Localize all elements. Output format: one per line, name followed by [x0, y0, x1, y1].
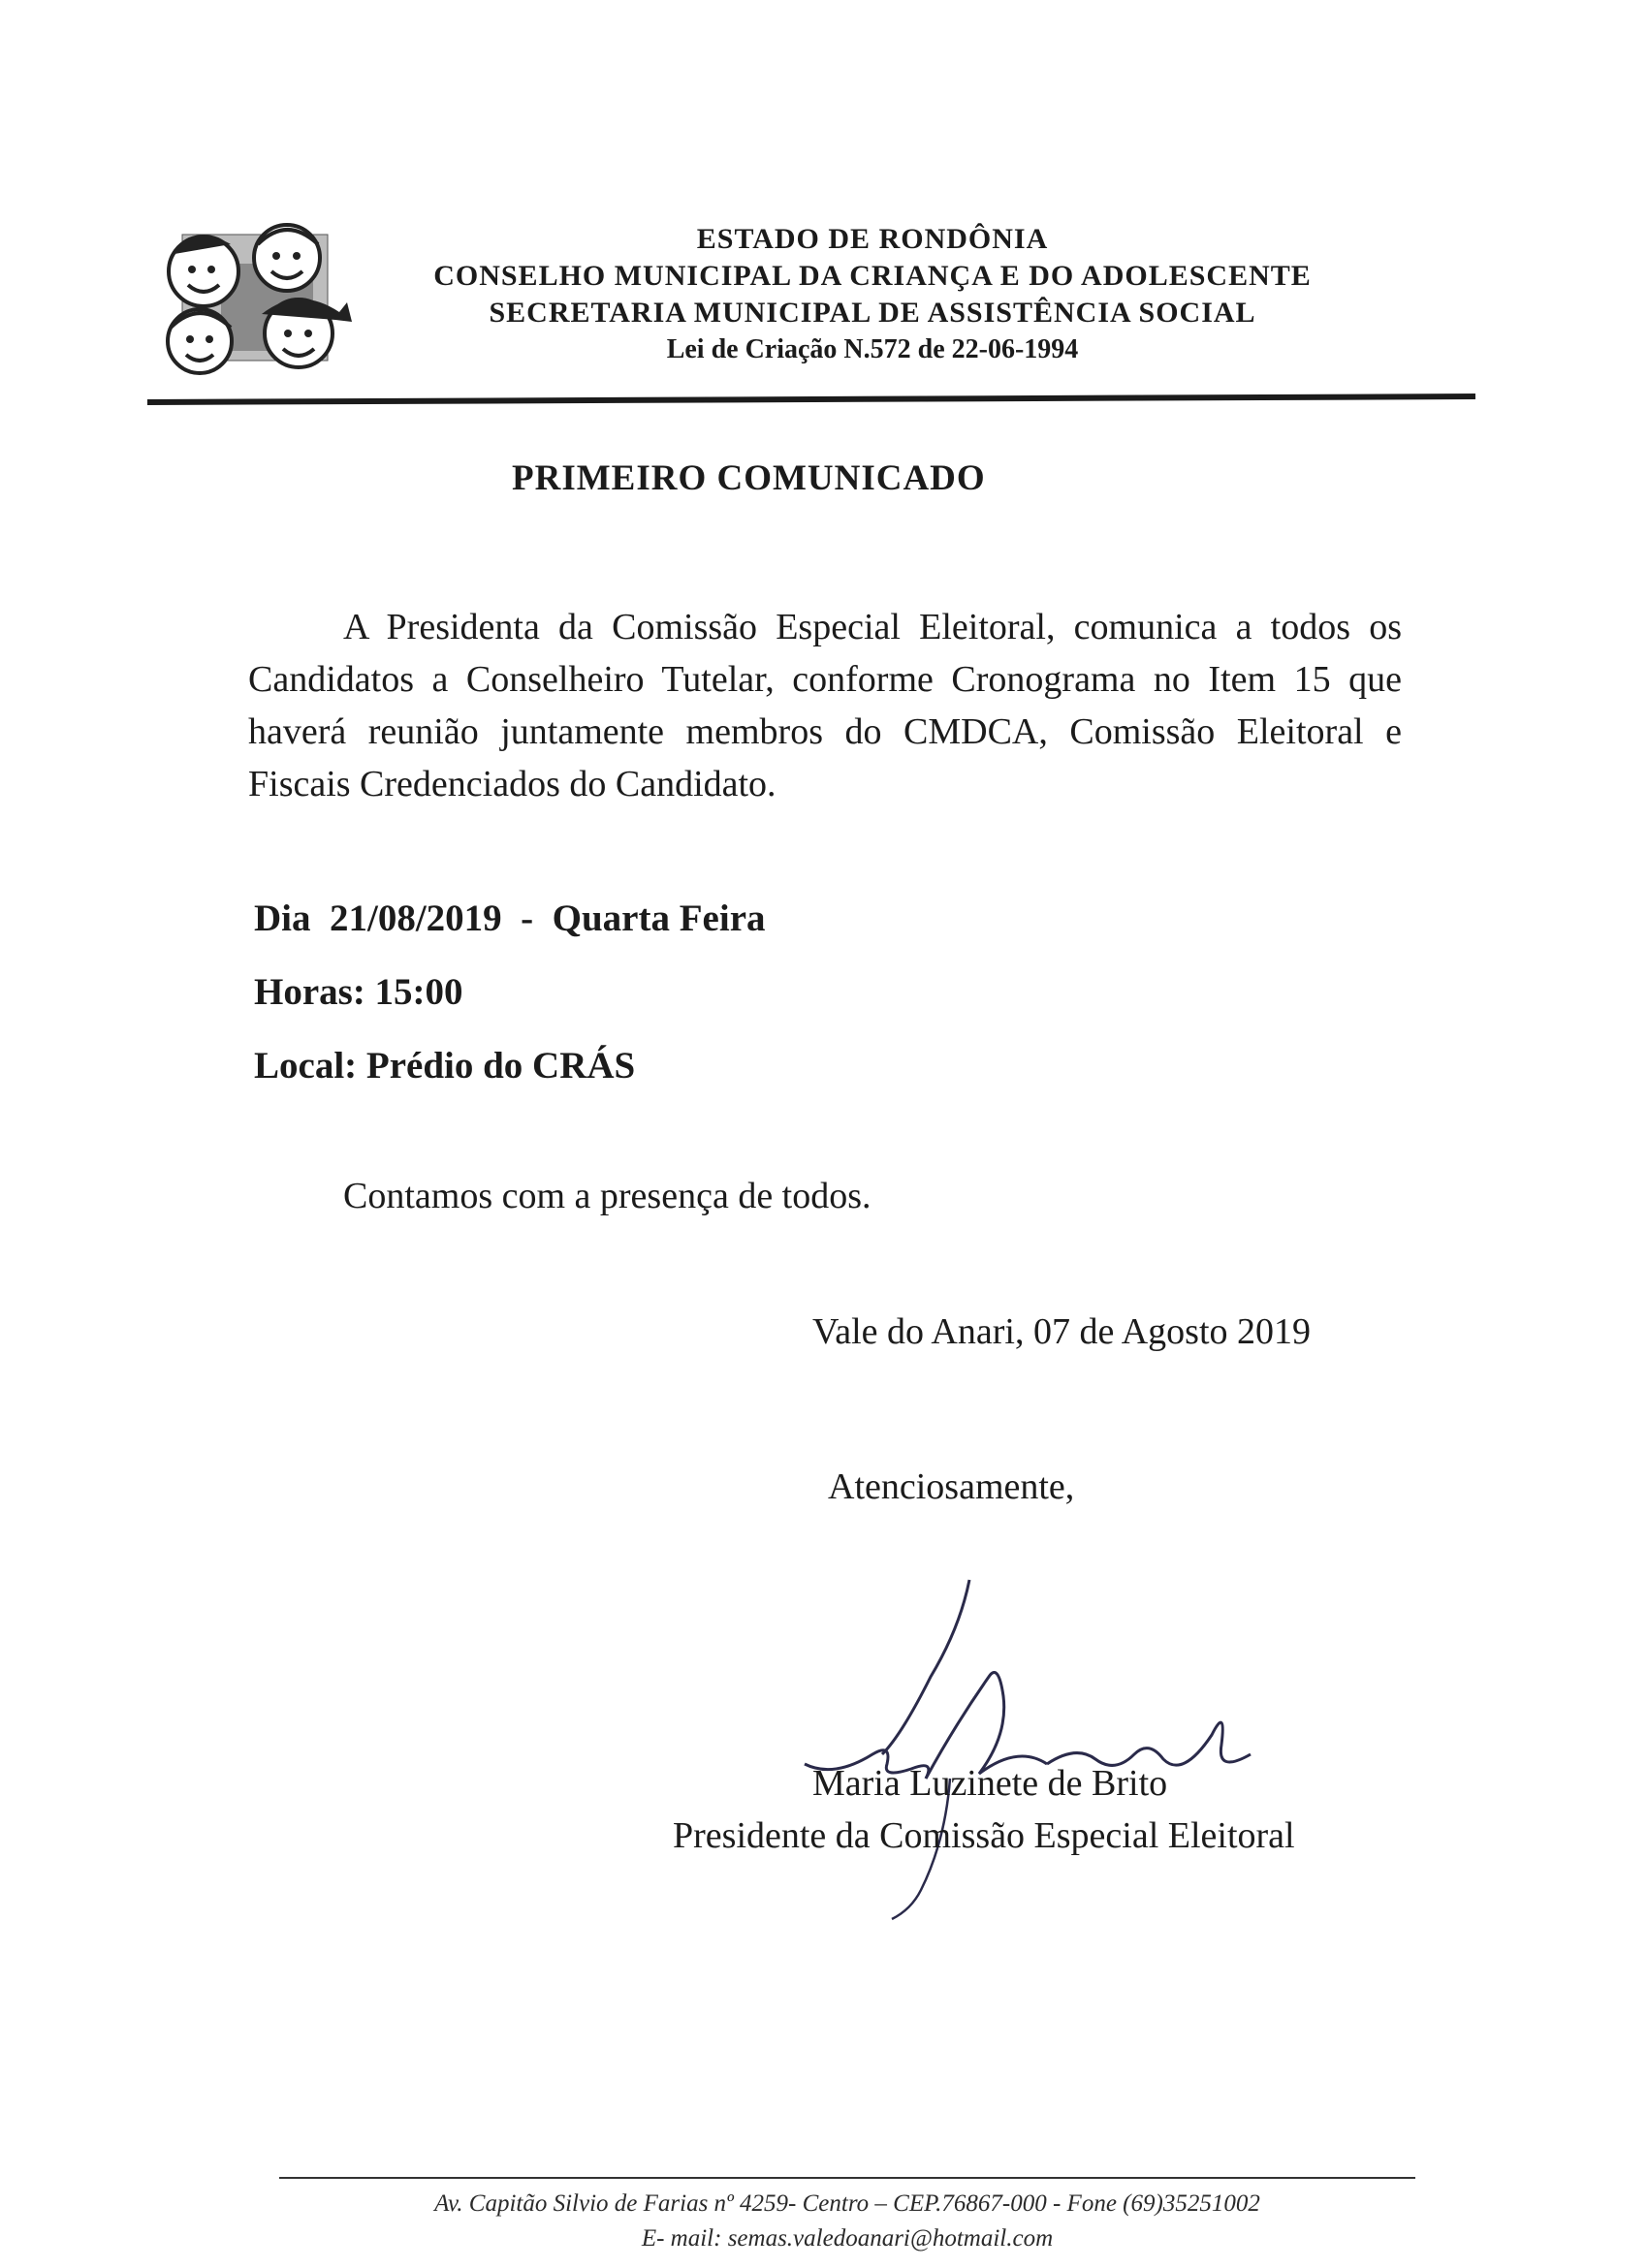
meeting-details	[254, 882, 766, 1103]
header-state: ESTADO DE RONDÔNIA	[696, 223, 1049, 255]
body-paragraph: A Presidenta da Comissão Especial Eleitoral, comunica a todos os Candidatos a Conselheiro Tutelar, conforme Cronograma no Item 15 que haverá reunião juntamente membros do CMDCA, Comissão Eleitoral e Fiscais Credenciados do Candidato.	[248, 607, 1402, 804]
footer	[279, 2187, 1415, 2256]
footer-email: E- mail: semas.valedoanari@hotmail.com	[641, 2225, 1054, 2252]
header-secretary: SECRETARIA MUNICIPAL DE ASSISTÊNCIA SOCIAL	[489, 297, 1256, 329]
children-faces-logo-icon	[153, 205, 368, 390]
handwritten-signature-icon	[766, 1570, 1309, 1938]
meeting-day: Dia 21/08/2019 - Quarta Feira	[254, 898, 766, 939]
meeting-location: Local: Prédio do CRÁS	[254, 1045, 636, 1087]
signer-name: Maria Luzinete de Brito	[812, 1763, 1168, 1804]
footer-address: Av. Capitão Silvio de Farias nº 4259- Centro – CEP.76867-000 - Fone (69)35251002	[434, 2190, 1260, 2217]
signer-role: Presidente da Comissão Especial Eleitoral	[673, 1815, 1295, 1856]
letterhead	[378, 221, 1367, 368]
footer-divider	[279, 2177, 1415, 2179]
header-council: CONSELHO MUNICIPAL DA CRIANÇA E DO ADOLESCENTE	[433, 260, 1312, 292]
closing-line: Contamos com a presença de todos.	[343, 1176, 872, 1216]
meeting-hours: Horas: 15:00	[254, 971, 463, 1013]
header-divider	[147, 394, 1475, 405]
document-title: PRIMEIRO COMUNICADO	[512, 458, 986, 498]
regards: Atenciosamente,	[828, 1466, 1075, 1507]
place-date: Vale do Anari, 07 de Agosto 2019	[812, 1311, 1312, 1352]
header-law: Lei de Criação N.572 de 22-06-1994	[666, 334, 1079, 364]
